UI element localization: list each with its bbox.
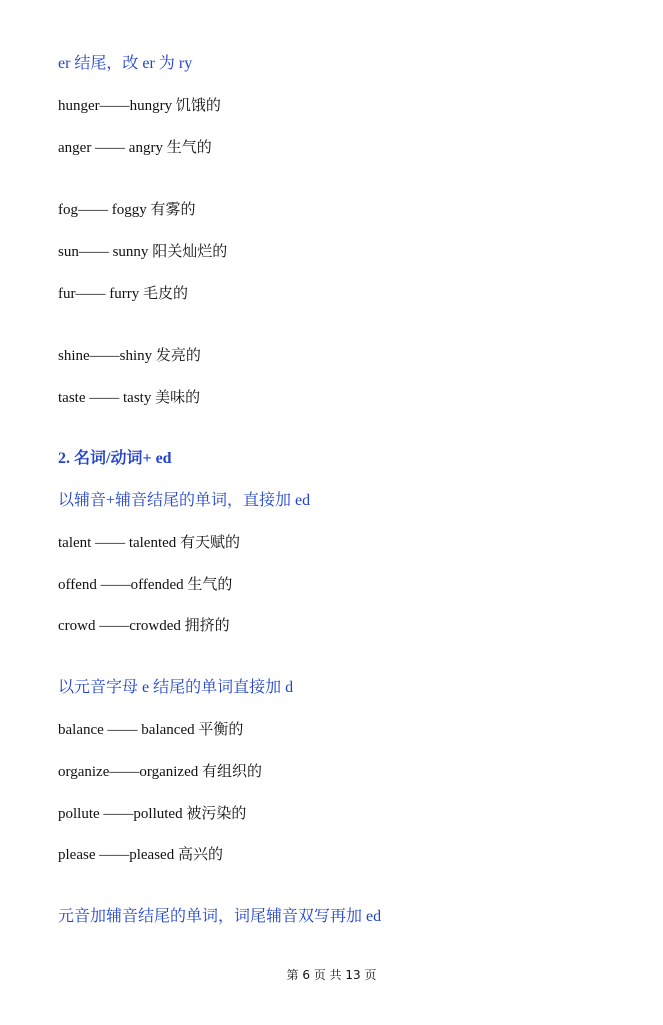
entry-english: pollute ——polluted xyxy=(58,806,183,822)
entry-english: offend ——offended xyxy=(58,577,184,593)
entry-fur xyxy=(58,283,188,304)
entry-english: crowd ——crowded xyxy=(58,618,181,634)
entry-english: sun—— sunny xyxy=(58,244,149,260)
entry-please xyxy=(58,844,223,865)
heading-text: 2. 名词/动词+ ed xyxy=(58,450,172,467)
entry-chinese: 高兴的 xyxy=(177,845,223,863)
entry-organize xyxy=(58,761,262,782)
entry-chinese: 有组织的 xyxy=(201,762,262,780)
rule-vowel-e-d xyxy=(58,678,293,698)
entry-chinese: 生气的 xyxy=(187,575,233,593)
entry-offend xyxy=(58,574,232,595)
entry-english: taste —— tasty xyxy=(58,390,152,406)
entry-chinese: 毛皮的 xyxy=(142,284,188,302)
rule-text: 以元音字母 e 结尾的单词直接加 d xyxy=(58,679,294,696)
entry-balance xyxy=(58,719,243,740)
entry-english: fog—— foggy xyxy=(58,202,147,218)
entry-crowd xyxy=(58,615,230,636)
entry-fog xyxy=(58,199,196,220)
entry-english: organize——organized xyxy=(58,764,199,780)
rule-er-to-ry xyxy=(58,54,192,74)
entry-chinese: 平衡的 xyxy=(198,720,244,738)
entry-english: anger —— angry xyxy=(58,140,163,156)
entry-chinese: 生气的 xyxy=(166,138,212,156)
entry-talent xyxy=(58,532,240,553)
rule-text: 以辅音+辅音结尾的单词，直接加 ed xyxy=(58,492,311,509)
rule-consonant-ed xyxy=(58,491,310,511)
entry-chinese: 饥饿的 xyxy=(175,96,221,114)
entry-chinese: 阳关灿烂的 xyxy=(152,242,228,260)
entry-english: fur—— furry xyxy=(58,286,140,302)
entry-anger xyxy=(58,137,212,158)
entry-chinese: 有雾的 xyxy=(150,200,196,218)
entry-sun xyxy=(58,241,227,262)
entry-chinese: 发亮的 xyxy=(155,346,201,364)
entry-english: hunger——hungry xyxy=(58,98,173,114)
entry-chinese: 拥挤的 xyxy=(184,616,230,634)
section-heading-2 xyxy=(58,449,172,469)
entry-taste xyxy=(58,387,200,408)
entry-english: please ——pleased xyxy=(58,847,175,863)
rule-double-consonant xyxy=(58,907,381,927)
entry-pollute xyxy=(58,803,246,824)
entry-chinese: 有天赋的 xyxy=(180,533,241,551)
entry-english: balance —— balanced xyxy=(58,722,195,738)
entry-chinese: 被污染的 xyxy=(186,804,247,822)
entry-chinese: 美味的 xyxy=(155,388,201,406)
entry-shine xyxy=(58,345,201,366)
page-number-footer: 第 6 页 共 13 页 xyxy=(286,968,377,982)
entry-english: talent —— talented xyxy=(58,535,177,551)
rule-text: er 结尾，改 er 为 ry xyxy=(58,55,193,72)
entry-english: shine——shiny xyxy=(58,348,153,364)
rule-text: 元音加辅音结尾的单词，词尾辅音双写再加 ed xyxy=(58,908,382,925)
entry-hunger xyxy=(58,95,221,116)
